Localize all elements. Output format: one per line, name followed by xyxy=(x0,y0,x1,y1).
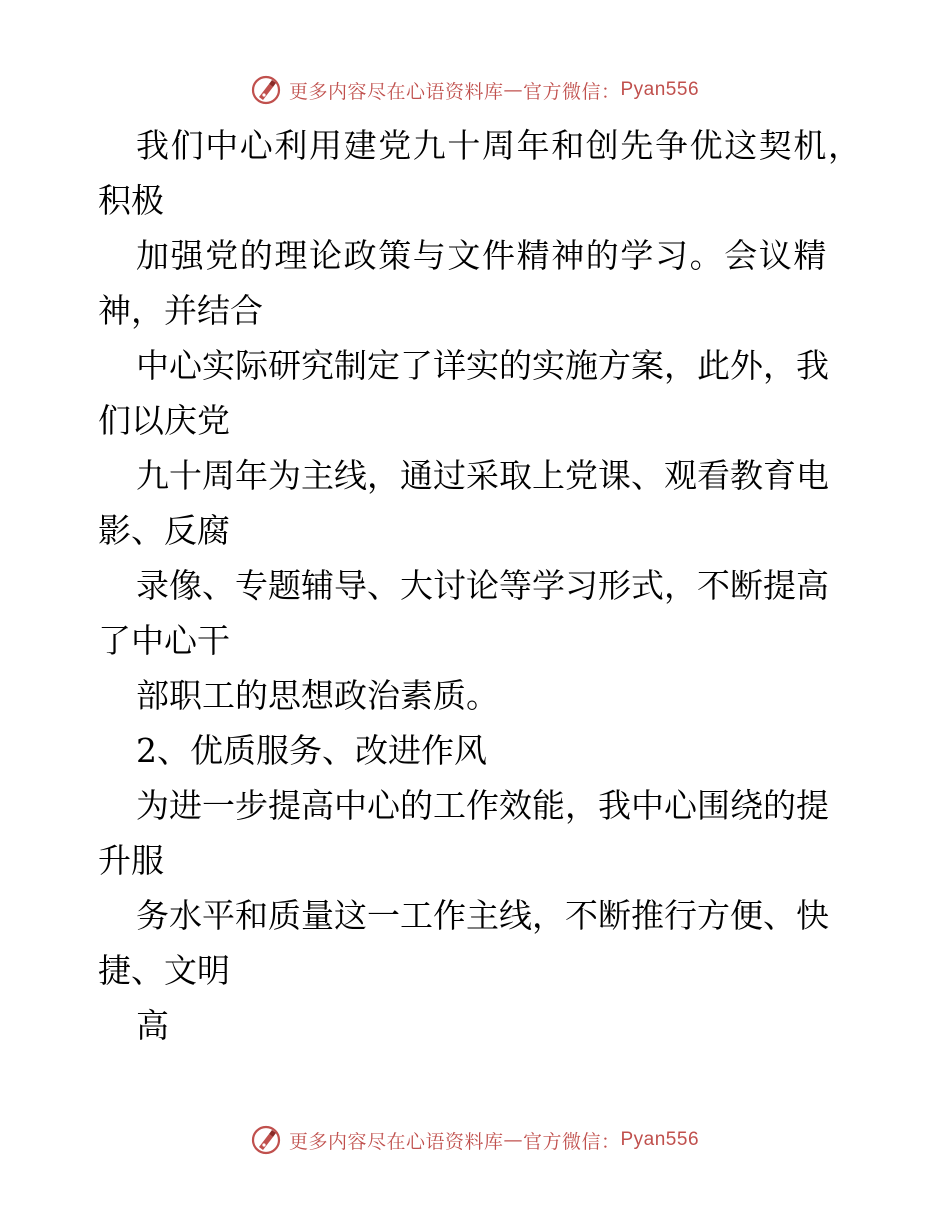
text-line: 升服 xyxy=(98,841,164,880)
text-line: 们以庆党 xyxy=(98,401,230,440)
body-text xyxy=(98,118,863,1053)
text-line: 我们中心利用建党九十周年和创先争优这契机， xyxy=(136,126,863,165)
footer-banner-text: 更多内容尽在心语资料库 xyxy=(288,1130,504,1153)
section-heading: 2、优质服务、改进作风 xyxy=(136,731,487,770)
text-line: 务水平和质量这一工作主线，不断推行方便、快 xyxy=(136,896,829,935)
text-line: 部职工的思想政治素质。 xyxy=(136,676,499,715)
text-line: 积极 xyxy=(98,181,164,220)
text-line: 加强党的理论政策与文件精神的学习。会议精 xyxy=(136,236,828,275)
footer-banner-wechat-id: Pyan556 xyxy=(620,1129,700,1150)
footer-banner-dash: — xyxy=(503,1129,523,1151)
footer-banner-wechat-label: 官方微信： xyxy=(522,1130,621,1153)
text-line: 影、反腐 xyxy=(98,511,230,550)
text-line: 神，并结合 xyxy=(98,291,263,330)
header-banner-text: 更多内容尽在心语资料库 xyxy=(288,80,504,103)
footer-banner xyxy=(0,1120,950,1160)
text-line: 高 xyxy=(136,1006,169,1045)
text-line: 九十周年为主线，通过采取上党课、观看教育电 xyxy=(136,456,829,495)
pen-nib-logo-icon xyxy=(251,75,281,105)
text-line: 中心实际研究制定了详实的实施方案，此外，我 xyxy=(136,346,829,385)
header-banner xyxy=(0,70,950,110)
text-line: 捷、文明 xyxy=(98,951,230,990)
text-line: 录像、专题辅导、大讨论等学习形式，不断提高 xyxy=(136,566,829,605)
header-banner-wechat-label: 官方微信： xyxy=(522,80,621,103)
text-line: 为进一步提高中心的工作效能，我中心围绕的提 xyxy=(136,786,829,825)
pen-nib-logo-icon xyxy=(251,1125,281,1155)
header-banner-dash: — xyxy=(503,79,523,101)
text-line: 了中心干 xyxy=(98,621,230,660)
header-banner-wechat-id: Pyan556 xyxy=(620,79,700,100)
